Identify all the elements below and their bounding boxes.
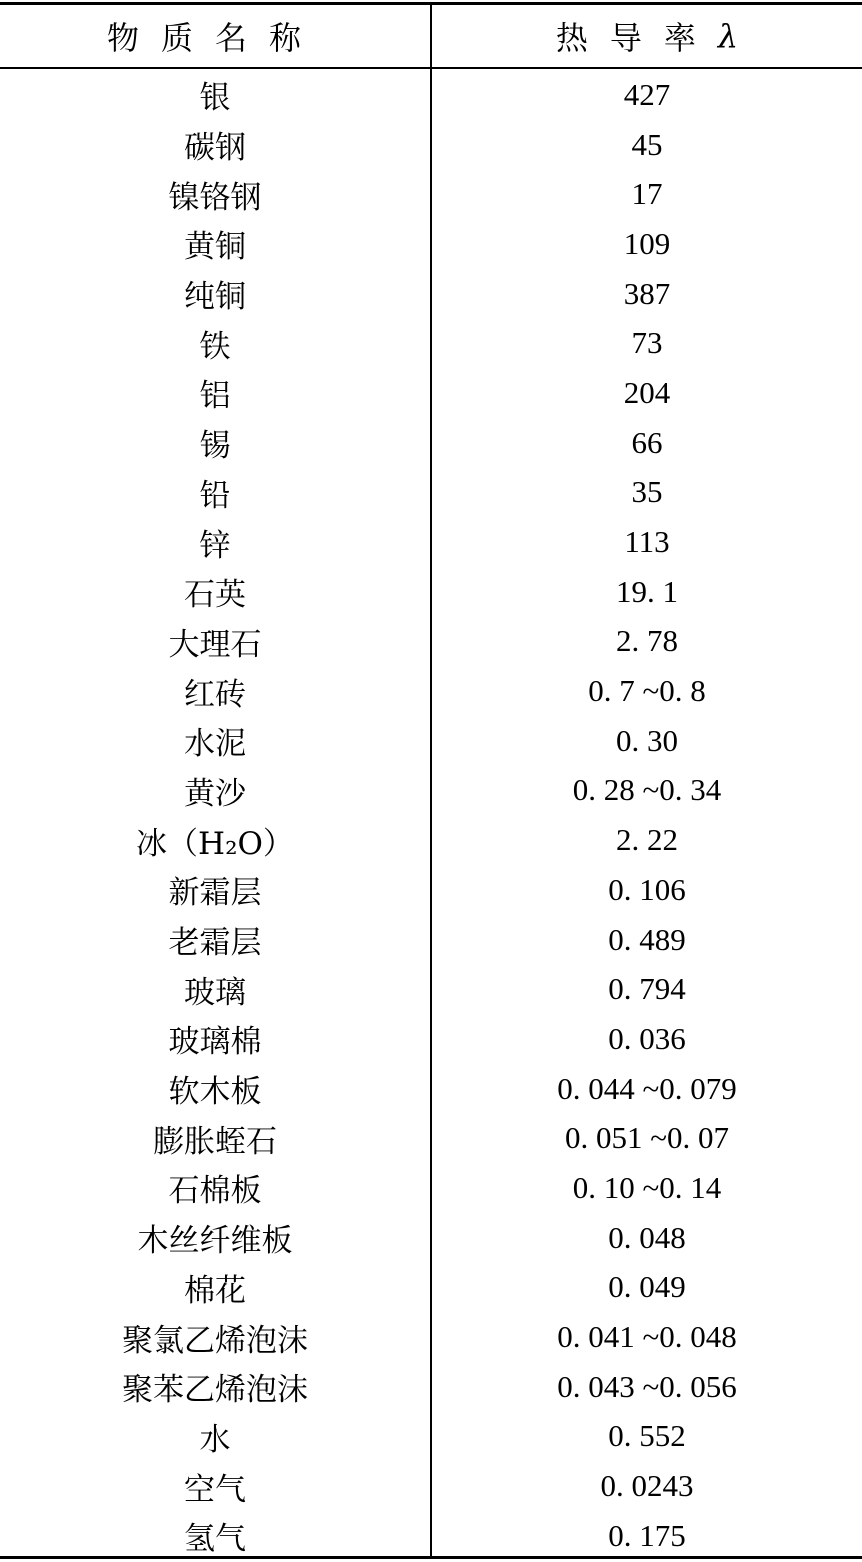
table-row [0,418,862,468]
thermal-conductivity-cell: 113 [624,524,670,560]
table-row [0,1312,862,1362]
table-row [0,1412,862,1462]
thermal-conductivity-cell: 0. 043 ~0. 056 [557,1368,737,1404]
thermal-conductivity-cell: 66 [631,424,663,460]
thermal-conductivity-cell: 0. 7 ~0. 8 [588,673,706,709]
substance-name-cell: 铅 [199,477,231,514]
header-thermal-conductivity [432,5,862,67]
table-row [0,1163,862,1213]
thermal-conductivity-cell: 0. 489 [608,921,686,957]
table-row [0,1113,862,1163]
substance-name-cell: 纯铜 [184,279,246,316]
table-row [0,815,862,865]
substance-name-cell: 铁 [199,328,231,365]
header-substance-name-text: 物质名称 [106,19,323,57]
substance-name-cell: 冰（H₂O） [136,825,294,862]
substance-name-cell: 镍铬钢 [168,179,262,216]
substance-name-cell: 银 [199,80,231,117]
thermal-conductivity-cell: 35 [631,474,663,510]
thermal-conductivity-cell: 2. 22 [616,822,678,858]
thermal-conductivity-cell: 427 [623,76,671,112]
table-row [0,567,862,617]
substance-name-cell: 玻璃棉 [168,1024,262,1061]
substance-name-cell: 聚氯乙烯泡沫 [122,1322,308,1359]
table-row [0,1213,862,1263]
table-row [0,1014,862,1064]
table-row [0,766,862,816]
table-row [0,716,862,766]
header-lambda-symbol: λ [717,17,739,55]
thermal-conductivity-cell: 0. 28 ~0. 34 [572,772,722,808]
substance-name-cell: 玻璃 [184,974,246,1011]
thermal-conductivity-cell: 109 [623,225,671,261]
substance-name-cell: 碳钢 [184,130,246,167]
table-row [0,468,862,518]
table-row [0,1263,862,1313]
table-row [0,666,862,716]
substance-name-cell: 软木板 [168,1074,262,1111]
thermal-conductivity-cell: 387 [623,275,671,311]
header-thermal-conductivity-text: 热导率 [555,19,718,57]
thermal-conductivity-cell: 19. 1 [616,573,678,609]
thermal-conductivity-cell: 0. 044 ~0. 079 [557,1070,737,1106]
substance-name-cell: 膨胀蛭石 [153,1123,277,1160]
table-row [0,1064,862,1114]
substance-name-cell: 空气 [184,1471,246,1508]
thermal-conductivity-cell: 0. 106 [608,871,686,907]
substance-name-cell: 老霜层 [168,925,262,962]
substance-name-cell: 棉花 [184,1272,246,1309]
thermal-conductivity-cell: 17 [631,176,663,212]
thermal-conductivity-cell: 0. 048 [608,1219,686,1255]
table-row [0,964,862,1014]
table-row [0,1461,862,1511]
table-row [0,318,862,368]
thermal-conductivity-cell: 0. 794 [608,971,686,1007]
substance-name-cell: 氢气 [184,1521,246,1558]
thermal-conductivity-cell: 73 [631,325,663,361]
table-row [0,915,862,965]
thermal-conductivity-cell: 0. 30 [616,722,678,758]
substance-name-cell: 石棉板 [168,1173,262,1210]
thermal-conductivity-cell: 0. 552 [608,1418,686,1454]
thermal-conductivity-cell: 0. 10 ~0. 14 [572,1169,722,1205]
substance-name-cell: 大理石 [168,626,262,663]
table-row [0,169,862,219]
table-row [0,269,862,319]
substance-name-cell: 黄铜 [184,229,246,266]
substance-name-cell: 水 [199,1421,231,1458]
table-row [0,865,862,915]
thermal-conductivity-cell: 0. 175 [608,1517,686,1553]
thermal-conductivity-cell: 0. 049 [608,1269,686,1305]
substance-name-cell: 水泥 [184,726,246,763]
table-body [0,70,862,1561]
table-row [0,517,862,567]
thermal-conductivity-cell: 0. 041 ~0. 048 [557,1319,737,1355]
thermal-conductivity-cell: 2. 78 [616,623,678,659]
substance-name-cell: 木丝纤维板 [137,1223,293,1260]
thermal-conductivity-cell: 0. 051 ~0. 07 [564,1120,730,1156]
thermal-conductivity-cell: 204 [623,374,671,410]
thermal-conductivity-cell: 0. 036 [608,1020,686,1056]
substance-name-cell: 红砖 [184,676,246,713]
table-row [0,120,862,170]
thermal-conductivity-cell: 0. 0243 [600,1468,694,1504]
thermal-conductivity-cell: 45 [631,126,663,162]
substance-name-cell: 聚苯乙烯泡沫 [122,1372,308,1409]
substance-name-cell: 黄沙 [184,775,246,812]
header-substance-name [0,5,430,67]
table-row [0,617,862,667]
table-row [0,1362,862,1412]
table-row [0,70,862,120]
substance-name-cell: 石英 [184,577,246,614]
table-row [0,219,862,269]
table-row [0,1511,862,1561]
substance-name-cell: 锡 [199,428,231,465]
substance-name-cell: 锌 [199,527,231,564]
substance-name-cell: 新霜层 [168,875,262,912]
substance-name-cell: 铝 [199,378,231,415]
table-row [0,368,862,418]
